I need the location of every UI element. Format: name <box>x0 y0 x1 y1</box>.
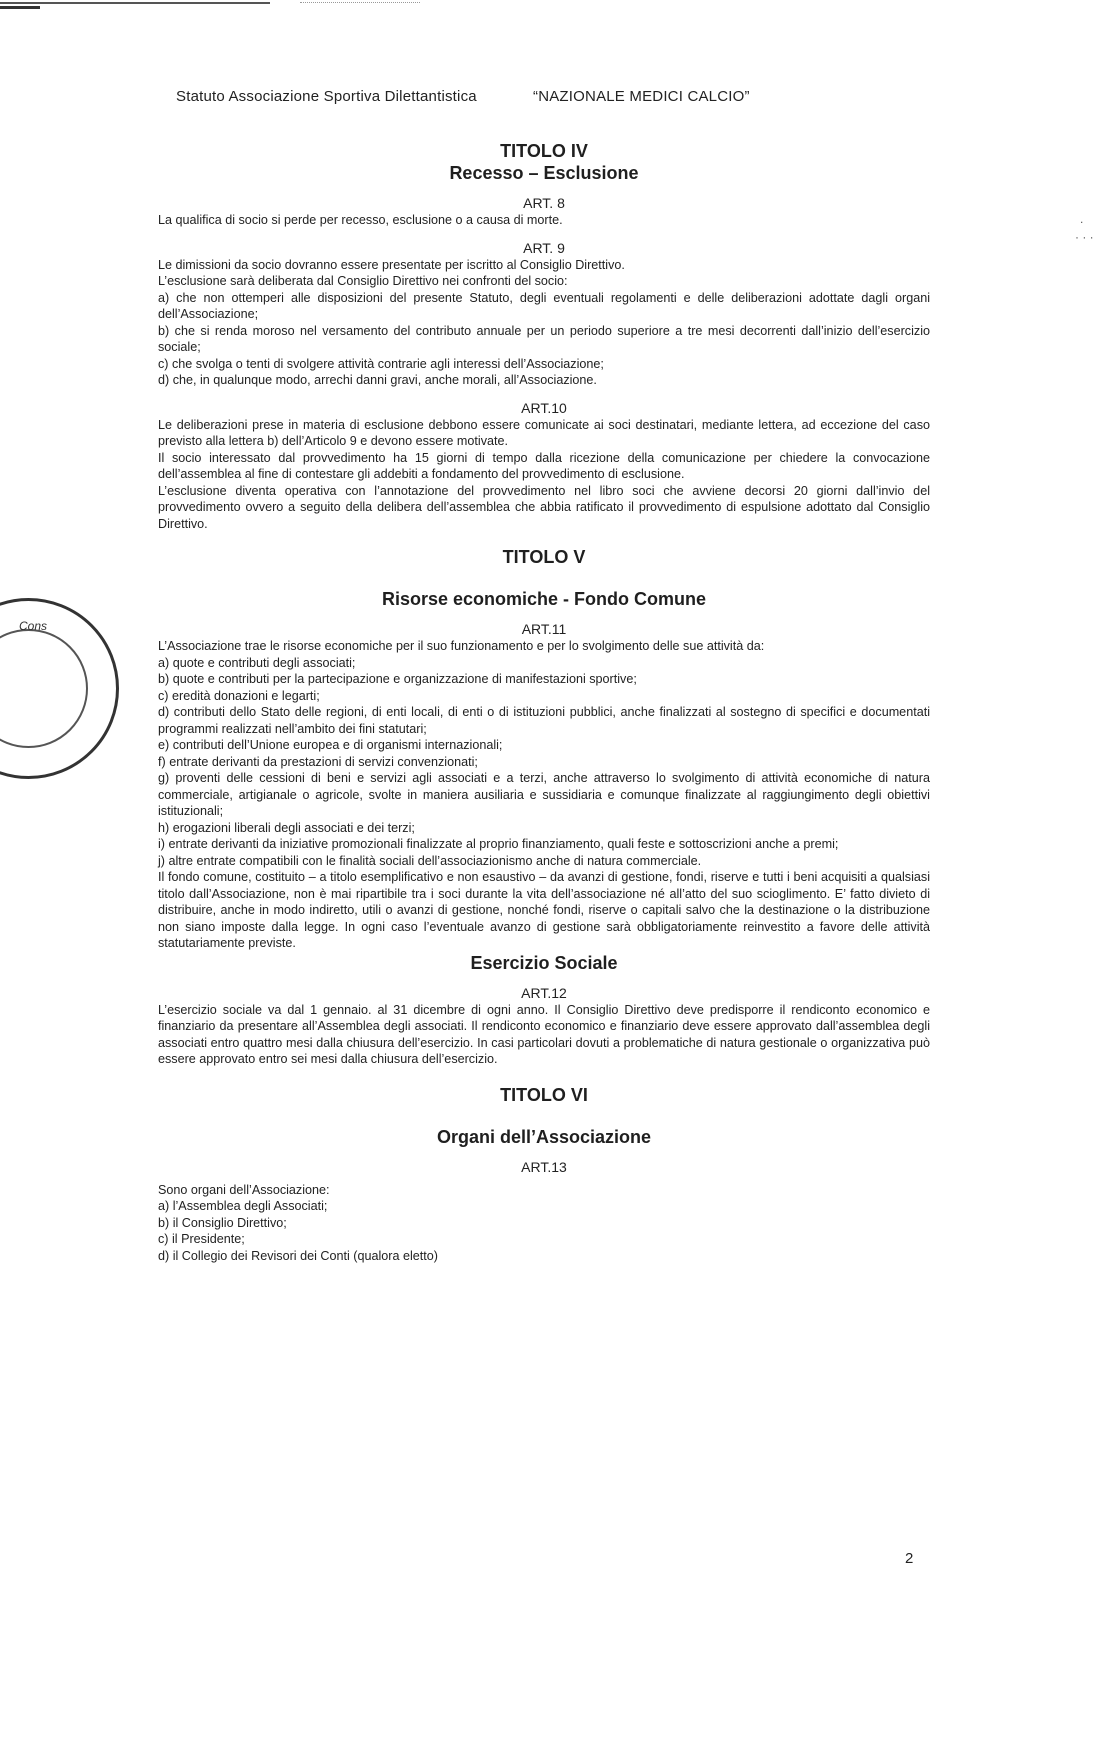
art-10-paragraph: Il socio interessato dal provvedimento ha 15 giorni di tempo dalla ricezione della comunicazione per chiedere la convocazione dell’assemblea al fine di contestare gli addebiti a fondamento del provvedimento di esclusione. <box>158 450 930 481</box>
page-content <box>158 140 930 1264</box>
titolo-iv-heading: TITOLO IV <box>500 141 588 161</box>
titolo-iv-section <box>158 140 930 184</box>
scan-artifact-mark <box>0 6 40 9</box>
art-11-heading: ART.11 <box>521 621 567 637</box>
art-12-text: L’esercizio sociale va dal 1 gennaio. al 31 dicembre di ogni anno. Il Consiglio Direttivo deve predisporre il rendiconto economico e finanziario da presentare all’Assemblea degli associati. Il rendiconto economico e finanziario deve essere approvato dall’assemblea degli associati entro quattro mesi dalla chiusura dell’esercizio. In casi particolari dovuti a problematiche di natura gestionale o organizzativa può essere approvato entro sei mesi dalla chiusura dell’esercizio. <box>158 1002 930 1066</box>
list-item: b) quote e contributi per la partecipazione e organizzazione di manifestazioni sportive; <box>158 672 637 686</box>
art-13-intro: Sono organi dell’Associazione: <box>158 1182 330 1197</box>
list-item: b) che si renda moroso nel versamento del contributo annuale per un periodo superiore a tre mesi decorrenti dall’inizio dell’esercizio sociale; <box>158 323 930 354</box>
stamp-text: Cons <box>19 619 48 633</box>
art-13-heading: ART.13 <box>521 1158 567 1175</box>
art-10-paragraph: L’esclusione diventa operativa con l’annotazione del provvedimento nel libro soci che avviene decorsi 20 giorni dall’invio del provvedimento ovvero a seguito della delibera dell’assemblea che abbia ratificato il provvedimento di espulsione adottato dal Consiglio Direttivo. <box>158 483 930 531</box>
list-item: g) proventi delle cessioni di beni e servizi agli associati e a terzi, anche attraverso lo svolgimento di attività economiche di natura commerciale, artigianale o agricole, svolte in maniera ausiliaria e sussidiaria e comunque finalizzate al raggiungimento degli obiettivi istituzionali; <box>158 771 930 818</box>
page-number: 2 <box>905 1550 914 1567</box>
list-item: h) erogazioni liberali degli associati e dei terzi; <box>158 820 415 835</box>
titolo-v-heading: TITOLO V <box>502 547 586 567</box>
list-item: d) contributi dello Stato delle regioni, di enti locali, di enti o di istituzioni pubblici, anche finalizzati al sostegno di specifici e documentati programmi realizzati nell’ambito dei fini statutari; <box>158 705 930 736</box>
titolo-vi-subtitle: Organi dell’Associazione <box>436 1126 652 1147</box>
art-8-heading: ART. 8 <box>523 195 565 211</box>
list-item: d) che, in qualunque modo, arrechi danni gravi, anche morali, all’Associazione. <box>158 373 597 387</box>
list-item: a) l’Assemblea degli Associati; <box>158 1199 328 1213</box>
art-12-heading: ART.12 <box>521 984 567 1001</box>
scan-artifact-line <box>0 2 270 4</box>
list-item: a) che non ottemperi alle disposizioni del presente Statuto, degli eventuali regolamenti e delle deliberazioni adottate dagli organi dell’Associazione; <box>158 290 930 321</box>
art-10-paragraph: Le deliberazioni prese in materia di esclusione debbono essere comunicate ai soci destinatari, mediante lettera, ad eccezione del caso previsto alla lettera b) dell’Articolo 9 e devono essere motivate. <box>158 417 930 448</box>
titolo-v-subtitle: Risorse economiche - Fondo Comune <box>381 589 707 609</box>
art-8-text: La qualifica di socio si perde per recesso, esclusione o a causa di morte. <box>158 213 563 227</box>
list-item: a) quote e contributi degli associati; <box>158 655 356 670</box>
margin-mark: . <box>1080 212 1084 226</box>
list-item: f) entrate derivanti da prestazioni di servizi convenzionati; <box>158 754 478 769</box>
art-11-fondo-comune: Il fondo comune, costituito – a titolo esemplificativo e non esaustivo – da avanzi di gestione, fondi, riserve e tutti i beni acquisiti a qualsiasi titolo dall’Associazione, non è mai ripartibile tra i soci durante la vita dell’associazione né all’atto del suo scioglimento. E’ fatto divieto di distribuire, anche in modo indiretto, utili o avanzi di gestione, nonché fondi, riserve o capitali salvo che la destinazione o la distribuzione non siano imposte dalla legge. In ogni caso l’eventuale avanzo di gestione sarà obbligatoriamente reinvestito a favore delle attività statutariamente previste. <box>158 870 930 950</box>
stamp-seal-icon <box>0 598 119 779</box>
art-9-heading: ART. 9 <box>523 239 565 256</box>
list-item: e) contributi dell’Unione europea e di organismi internazionali; <box>158 738 503 752</box>
list-item: c) il Presidente; <box>158 1232 245 1246</box>
esercizio-sociale-subtitle: Esercizio Sociale <box>470 952 618 973</box>
list-item: c) eredità donazioni e legarti; <box>158 688 320 703</box>
list-item: c) che svolga o tenti di svolgere attività contrarie agli interessi dell’Associazione; <box>158 356 604 371</box>
list-item: j) altre entrate compatibili con le finalità sociali dell’associazionismo anche di natura commerciale. <box>158 853 702 868</box>
list-item: i) entrate derivanti da iniziative promozionali finalizzate al proprio finanziamento, quali feste e sottoscrizioni anche a premi; <box>158 837 839 851</box>
art-10-heading: ART.10 <box>521 399 567 416</box>
margin-mark: · · · <box>1075 230 1094 244</box>
scan-artifact-dots <box>300 2 420 3</box>
art-9-paragraph: Le dimissioni da socio dovranno essere presentate per iscritto al Consiglio Direttivo. <box>158 257 625 272</box>
stamp-inner-ring <box>0 629 88 748</box>
header-statute-title: Statuto Associazione Sportiva Dilettantistica <box>176 88 477 105</box>
list-item: b) il Consiglio Direttivo; <box>158 1215 287 1230</box>
titolo-iv-subtitle: Recesso – Esclusione <box>449 163 639 183</box>
list-item: d) il Collegio dei Revisori dei Conti (qualora eletto) <box>158 1248 438 1263</box>
art-9-paragraph: L’esclusione sarà deliberata dal Consiglio Direttivo nei confronti del socio: <box>158 274 568 288</box>
header-association-name: “NAZIONALE MEDICI CALCIO” <box>533 88 750 105</box>
titolo-vi-heading: TITOLO VI <box>500 1084 588 1105</box>
art-11-intro: L’Associazione trae le risorse economiche per il suo funzionamento e per lo svolgimento delle sue attività da: <box>158 639 765 653</box>
